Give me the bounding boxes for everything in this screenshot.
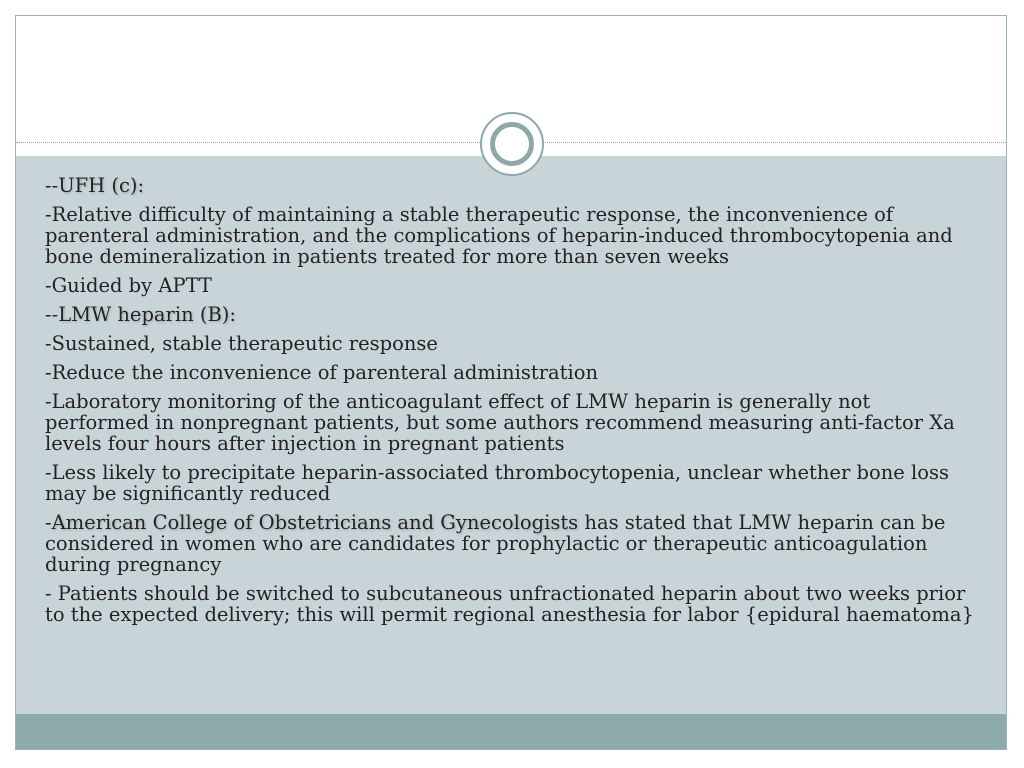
line-text: - Patients should be switched to subcutaneous unfractionated heparin about two weeks prior to the expected delivery; this will permit regional anesthesia for labor {epidural haematoma} xyxy=(45,582,974,626)
line-text: -- xyxy=(45,174,59,197)
line-text: -Guided by APTT xyxy=(45,274,212,297)
body-line xyxy=(45,204,980,267)
line-text: -- xyxy=(45,303,59,326)
organization-name: American College of Obstetricians and Gynecologists xyxy=(51,511,579,534)
slide-body xyxy=(45,175,980,633)
body-line xyxy=(45,391,980,454)
line-text: -Reduce the inconvenience of parenteral administration xyxy=(45,361,599,384)
body-line xyxy=(45,583,980,625)
body-line xyxy=(45,333,980,354)
circle-ornament-icon xyxy=(480,112,544,176)
body-line xyxy=(45,175,980,196)
line-text: -Sustained, stable therapeutic response xyxy=(45,332,438,355)
line-text: has stated that LMW heparin can be considered in women who are candidates for prophylactic or therapeutic anticoagulation during pregnancy xyxy=(45,511,946,576)
body-line xyxy=(45,304,980,325)
line-text: -Laboratory monitoring of the anticoagulant effect of LMW heparin is generally not performed in nonpregnant patients, but some authors recommend measuring anti-factor Xa levels four hours after injection in pregnant patients xyxy=(45,390,955,455)
footer-band xyxy=(16,714,1006,749)
heading-ufh: UFH (c): xyxy=(58,174,145,197)
line-text: -Relative difficulty of maintaining a stable therapeutic response, the inconvenience of parenteral administration, and the complications of heparin-induced thrombocytopenia and bone demineralization in patients treated for more than seven weeks xyxy=(45,203,953,268)
line-text: - xyxy=(45,511,52,534)
body-line xyxy=(45,512,980,575)
heading-lmw-heparin: LMW heparin (B): xyxy=(58,303,236,326)
body-line xyxy=(45,362,980,383)
circle-ornament-ring xyxy=(490,122,534,166)
body-line xyxy=(45,462,980,504)
body-line xyxy=(45,275,980,296)
line-text: -Less likely to precipitate heparin-associated thrombocytopenia, unclear whether bone loss may be significantly reduced xyxy=(45,461,949,505)
